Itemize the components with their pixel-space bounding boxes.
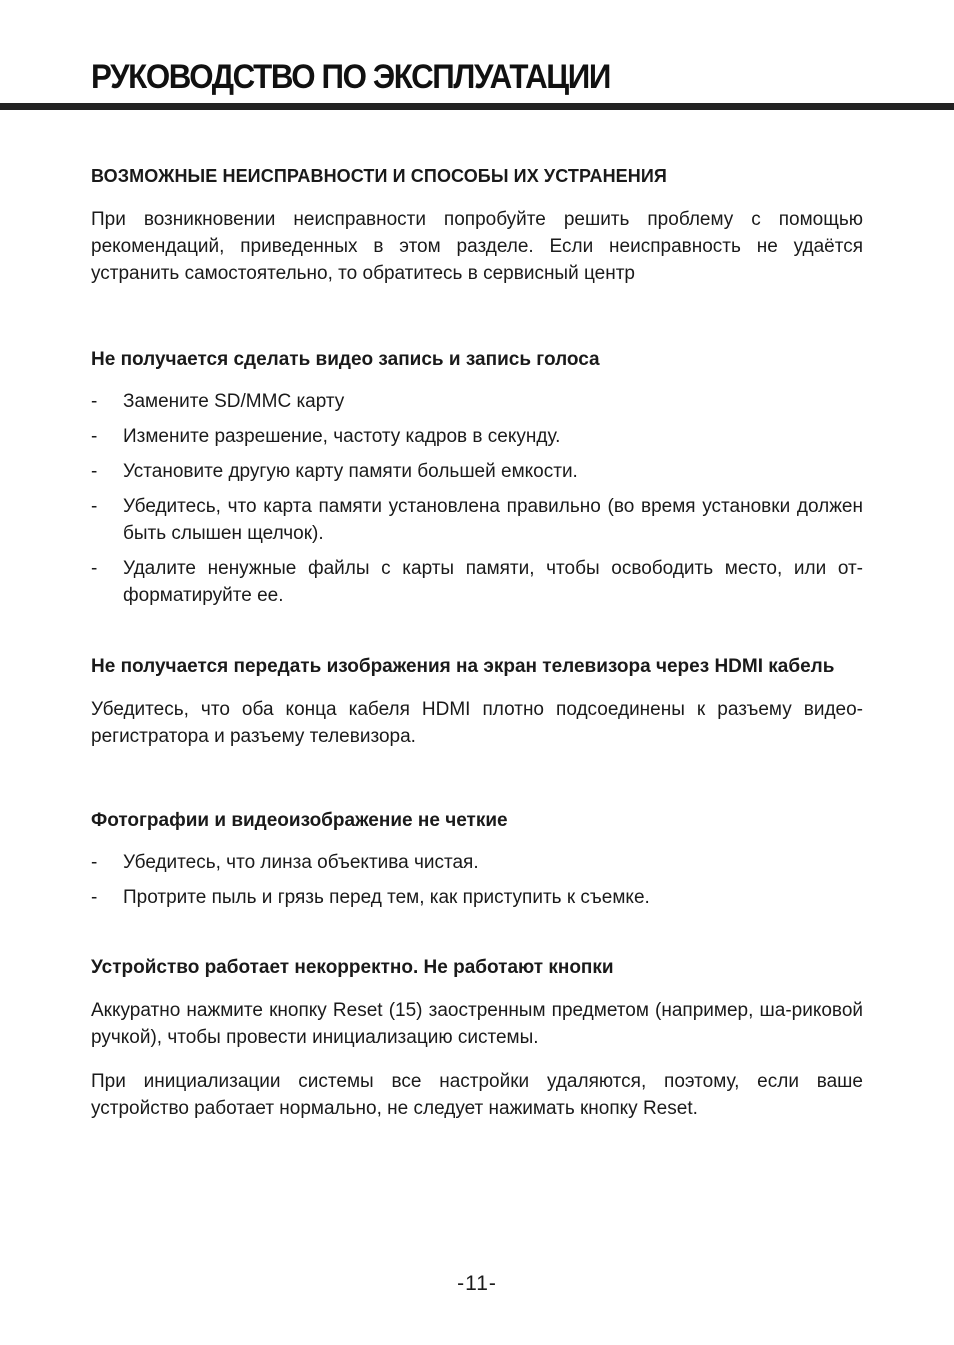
list-item: - Убедитесь, что линза объектива чистая. [91,849,863,876]
list-bullet: - [91,426,98,447]
page-number: -11- [457,1272,497,1295]
header-divider [0,103,954,110]
list-item: - Замените SD/MMC карту [91,388,863,415]
intro-title: ВОЗМОЖНЫЕ НЕИСПРАВНОСТИ И СПОСОБЫ ИХ УСТРАНЕНИЯ [91,166,667,186]
page-title: РУКОВОДСТВО ПО ЭКСПЛУАТАЦИИ [91,58,610,96]
intro-paragraph: При возникновении неисправности попробуйте решить проблему с помощью рекомендаций, приведенных в этом разделе. Если неисправность не удаётся устранить самостоятельно, то обратитесь в сервисный центр [91,209,863,284]
list-item: - Установите другую карту памяти большей емкости. [91,458,863,485]
section-title-hdmi: Не получается передать изображения на экран телевизора через HDMI кабель [91,656,835,677]
hdmi-paragraph: Убедитесь, что оба конца кабеля HDMI плотно подсоединены к разъему видео-регистратора и разъему телевизора. [91,699,863,747]
list-bullet: - [91,496,98,517]
image-quality-fix-list [91,849,863,911]
recording-fix-list [91,388,863,609]
list-item: - Убедитесь, что карта памяти установлена правильно (во время установки должен быть слышен щелчок). [91,493,863,547]
reset-paragraph: Аккуратно нажмите кнопку Reset (15) заостренным предметом (например, ша-риковой ручкой), чтобы провести инициализацию системы. [91,1000,863,1048]
page-content [91,163,863,1122]
list-item: - Протрите пыль и грязь перед тем, как приступить к съемке. [91,884,863,911]
list-item: - Измените разрешение, частоту кадров в секунду. [91,423,863,450]
list-bullet: - [91,558,98,579]
section-title-image-quality: Фотографии и видеоизображение не четкие [91,810,508,831]
list-bullet: - [91,852,98,873]
list-item: - Удалите ненужные файлы с карты памяти, чтобы освободить место, или от-форматируйте ее. [91,555,863,609]
list-bullet: - [91,461,98,482]
list-bullet: - [91,887,98,908]
list-bullet: - [91,391,98,412]
section-title-recording: Не получается сделать видео запись и запись голоса [91,349,600,370]
reset-warning-paragraph: При инициализации системы все настройки удаляются, поэтому, если ваше устройство работает нормально, не следует нажимать кнопку Reset. [91,1071,863,1119]
section-title-buttons: Устройство работает некорректно. Не работают кнопки [91,957,614,978]
